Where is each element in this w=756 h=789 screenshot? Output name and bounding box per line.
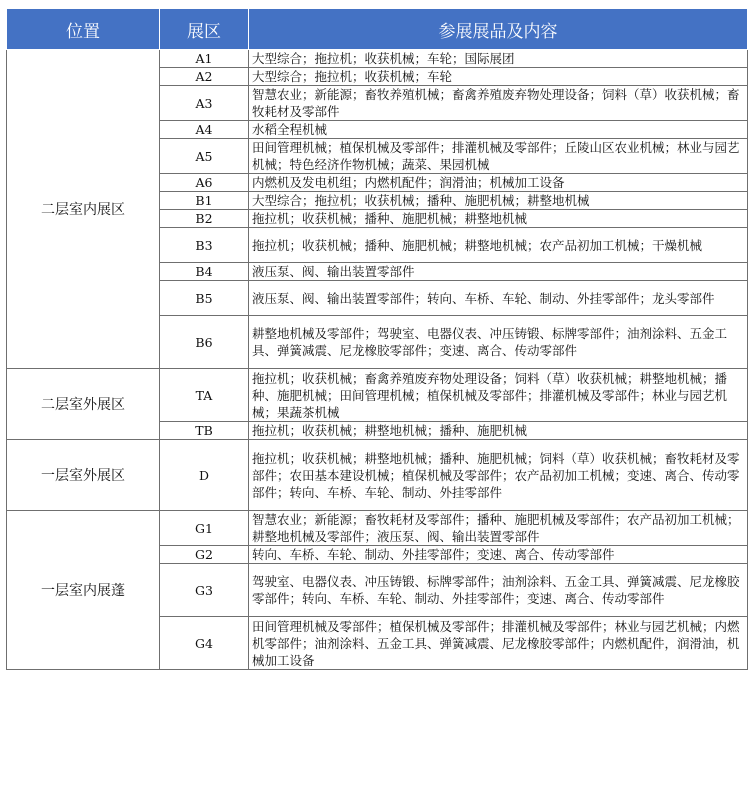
zone-code: A2	[160, 68, 249, 86]
location-cell: 一层室内展蓬	[7, 511, 160, 670]
zone-code: G2	[160, 546, 249, 564]
exhibit-content: 拖拉机；收获机械；播种、施肥机械；耕整地机械	[249, 210, 748, 228]
exhibit-content: 大型综合；拖拉机；收获机械；车轮	[249, 68, 748, 86]
zone-code: A3	[160, 86, 249, 121]
exhibit-table	[6, 8, 748, 670]
zone-code: A6	[160, 174, 249, 192]
exhibit-content: 液压泵、阀、输出装置零部件；转向、车桥、车轮、制动、外挂零部件；龙头零部件	[249, 281, 748, 316]
zone-code: A5	[160, 139, 249, 174]
exhibit-content: 水稻全程机械	[249, 121, 748, 139]
location-cell: 一层室外展区	[7, 440, 160, 511]
zone-code: B3	[160, 228, 249, 263]
zone-code: B1	[160, 192, 249, 210]
header-content: 参展展品及内容	[249, 9, 748, 50]
zone-code: A4	[160, 121, 249, 139]
zone-code: TA	[160, 369, 249, 422]
exhibit-content: 智慧农业；新能源；畜牧耗材及零部件；播种、施肥机械及零部件；农产品初加工机械；耕整地机械及零部件；液压泵、阀、输出装置零部件	[249, 511, 748, 546]
zone-code: B2	[160, 210, 249, 228]
header-zone: 展区	[160, 9, 249, 50]
zone-code: G3	[160, 564, 249, 617]
location-cell: 二层室外展区	[7, 369, 160, 440]
exhibit-content: 液压泵、阀、输出装置零部件	[249, 263, 748, 281]
zone-code: D	[160, 440, 249, 511]
table-row	[7, 440, 748, 511]
zone-code: B4	[160, 263, 249, 281]
zone-code: A1	[160, 50, 249, 68]
table-body	[7, 50, 748, 670]
table-header	[7, 9, 748, 50]
table-row	[7, 369, 748, 422]
header-location: 位置	[7, 9, 160, 50]
exhibit-content: 田间管理机械；植保机械及零部件；排灌机械及零部件；丘陵山区农业机械；林业与园艺机械；特色经济作物机械；蔬菜、果园机械	[249, 139, 748, 174]
zone-code: G1	[160, 511, 249, 546]
zone-code: B5	[160, 281, 249, 316]
exhibit-content: 拖拉机；收获机械；畜禽养殖废弃物处理设备；饲料（草）收获机械；耕整地机械；播种、施肥机械；田间管理机械；植保机械及零部件；排灌机械及零部件；林业与园艺机械；果蔬茶机械	[249, 369, 748, 422]
header-row	[7, 9, 748, 50]
exhibit-content: 田间管理机械及零部件；植保机械及零部件；排灌机械及零部件；林业与园艺机械；内燃机零部件；油剂涂料、五金工具、弹簧减震、尼龙橡胶零部件；内燃机配件，润滑油，机械加工设备	[249, 617, 748, 670]
exhibit-content: 拖拉机；收获机械；耕整地机械；播种、施肥机械；饲料（草）收获机械；畜牧耗材及零部件；农田基本建设机械；植保机械及零部件；农产品初加工机械；变速、离合、传动零部件；转向、车桥、车轮、制动、外挂零部件	[249, 440, 748, 511]
zone-code: TB	[160, 422, 249, 440]
exhibit-content: 驾驶室、电器仪表、冲压铸锻、标牌零部件；油剂涂料、五金工具、弹簧减震、尼龙橡胶零部件；转向、车桥、车轮、制动、外挂零部件；变速、离合、传动零部件	[249, 564, 748, 617]
exhibit-content: 拖拉机；收获机械；耕整地机械；播种、施肥机械	[249, 422, 748, 440]
exhibit-content: 转向、车桥、车轮、制动、外挂零部件；变速、离合、传动零部件	[249, 546, 748, 564]
exhibit-content: 大型综合；拖拉机；收获机械；车轮；国际展团	[249, 50, 748, 68]
exhibit-content: 耕整地机械及零部件；驾驶室、电器仪表、冲压铸锻、标牌零部件；油剂涂料、五金工具、弹簧减震、尼龙橡胶零部件；变速、离合、传动零部件	[249, 316, 748, 369]
table-row	[7, 50, 748, 68]
exhibit-content: 智慧农业；新能源；畜牧养殖机械；畜禽养殖废弃物处理设备；饲料（草）收获机械；畜牧耗材及零部件	[249, 86, 748, 121]
exhibit-content: 拖拉机；收获机械；播种、施肥机械；耕整地机械；农产品初加工机械；干燥机械	[249, 228, 748, 263]
zone-code: G4	[160, 617, 249, 670]
location-cell: 二层室内展区	[7, 50, 160, 369]
table-row	[7, 511, 748, 546]
exhibit-content: 内燃机及发电机组；内燃机配件；润滑油；机械加工设备	[249, 174, 748, 192]
zone-code: B6	[160, 316, 249, 369]
exhibit-content: 大型综合；拖拉机；收获机械；播种、施肥机械；耕整地机械	[249, 192, 748, 210]
